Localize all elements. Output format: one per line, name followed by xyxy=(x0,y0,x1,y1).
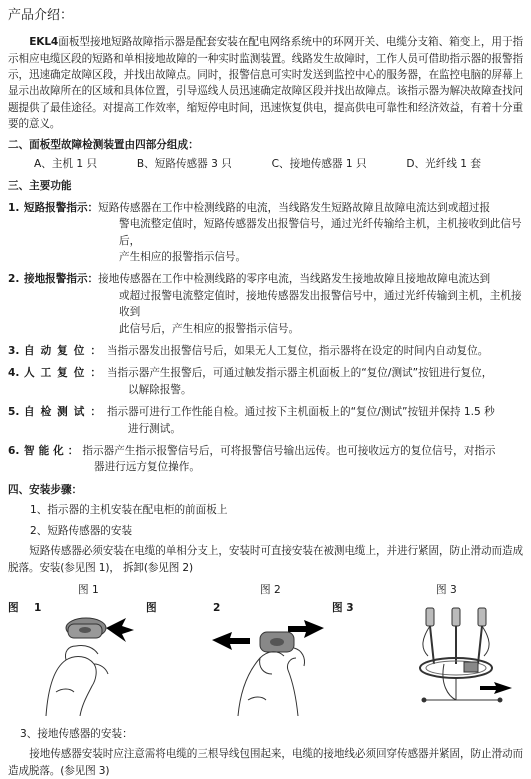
part-item: D、光纤线 1 套 xyxy=(406,157,481,170)
section2-heading: 二、面板型故障检测装置由四部分组成： xyxy=(8,138,199,151)
function-number: 1. xyxy=(8,201,20,214)
sensor-icon xyxy=(260,632,294,652)
figure-caption-1: 图 1 xyxy=(78,583,99,596)
install-step-2-text: 短路传感器必须安装在电缆的单相分支上，安装时可直接安装在被测电缆上，并进行紧固，防止滑动而造成脱落。安装(参见图 1)， 拆卸(参见图 2) xyxy=(8,545,523,574)
model-name: EKL4 xyxy=(29,36,59,49)
page-title: 产品介绍： xyxy=(8,8,74,23)
function-item-2 xyxy=(8,271,523,337)
section4-heading: 四、安装步骤： xyxy=(8,483,83,496)
function-text: 当指示器产生报警后，可通过触发指示器主机面板上的“复位/测试”按钮进行复位， xyxy=(106,367,493,380)
hand-install-icon xyxy=(46,645,108,716)
function-item-3 xyxy=(8,343,523,359)
function-number: 3. xyxy=(8,345,20,358)
figure-1-illustration xyxy=(36,608,136,716)
function-title: 人工复位： xyxy=(24,367,107,380)
function-title: 短路报警指示： xyxy=(24,201,99,214)
function-number: 4. xyxy=(8,367,20,380)
install-step-2: 2、短路传感器的安装 xyxy=(30,524,133,537)
function-title: 接地报警指示： xyxy=(24,273,99,286)
part-item: B、短路传感器 3 只 xyxy=(136,157,232,170)
function-text: 产生相应的报警指示信号。 xyxy=(119,251,247,264)
function-text: 警电流整定值时，短路传感器发出报警信号，通过光纤传输给主机，主机接收到此信号后， xyxy=(119,218,522,247)
figure-row xyxy=(8,582,523,720)
install-step-3: 3、接地传感器的安装： xyxy=(20,727,133,740)
arrow-left-icon xyxy=(212,632,250,650)
function-text: 指示器产生指示报警信号后，可将报警信号输出远传。也可接收远方的复位信号，对指示 xyxy=(82,445,496,458)
figure-label-2b: 2 xyxy=(213,601,221,614)
install-step-1: 1、指示器的主机安装在配电柜的前面板上 xyxy=(30,504,228,517)
function-text: 当指示器发出报警信号后，如果无人工复位，指示器将在设定的时间内自动复位。 xyxy=(106,345,489,358)
intro-text: 面板型接地短路故障指示器是配套安装在配电网络系统中的环网开关、电缆分支箱、箱变上，用于指示相应电缆区段的短路和单相接地故障的一种实时监测装置。线路发生故障时，工作人员可借助指示器的报警指示，迅速确定故障区段，并找出故障点。同时，报警信息可实时发送到监控中心的服务器，在监控电脑的屏幕上显示出故障所在的区域和具体位置，引导巡线人员迅速确定故障区段并找出故障点。该指示器为解决故障查找问题提供了最佳途径。对提高工作效率，缩短停电时间，迅速恢复供电，提高供电可靠性和经济效益，有着十分重要的意义。 xyxy=(8,36,523,131)
function-number: 5. xyxy=(8,406,20,419)
ground-wire-icon xyxy=(422,664,502,702)
figure-label-3: 图 3 xyxy=(332,601,354,614)
function-text: 指示器可进行工作性能自检。通过按下主机面板上的“复位/测试”按钮并保持 1.5 秒 xyxy=(106,406,495,419)
figure-3-illustration xyxy=(404,604,514,718)
cable-icon xyxy=(423,608,489,664)
function-text: 短路传感器在工作中检测线路的电流，当线路发生短路故障且故障电流达到或超过报 xyxy=(98,201,491,214)
figure-caption-3: 图 3 xyxy=(436,583,457,596)
figure-caption-2: 图 2 xyxy=(260,583,281,596)
function-number: 6. xyxy=(8,445,20,458)
function-item-4 xyxy=(8,365,523,398)
section3-heading: 三、主要功能 xyxy=(8,180,72,193)
part-item: C、接地传感器 1 只 xyxy=(271,157,367,170)
arrow-left-icon xyxy=(106,618,134,642)
install-step-3-text: 接地传感器安装时应注意需将电缆的三根导线包围起来，电缆的接地线必须回穿传感器并紧固，防止滑动而造成脱落。(参见图 3) xyxy=(8,748,523,777)
function-text: 接地传感器在工作中检测线路的零序电流，当线路发生接地故障且接地故障电流达到 xyxy=(98,273,491,286)
figure-label-1b: 1 xyxy=(34,601,42,614)
function-number: 2. xyxy=(8,273,20,286)
function-text: 以解除报警。 xyxy=(128,383,192,396)
function-item-6 xyxy=(8,443,523,476)
function-text: 或超过报警电流整定值时，接地传感器发出报警信号中，通过光纤传输到主机，主机接收到 xyxy=(119,289,522,319)
sensor-icon xyxy=(66,618,106,638)
function-text: 器进行远方复位操作。 xyxy=(94,461,200,474)
parts-list xyxy=(8,156,523,172)
figure-label-1a: 图 xyxy=(8,601,19,614)
hand-remove-icon xyxy=(238,648,305,716)
function-text: 此信号后，产生相应的报警指示信号。 xyxy=(119,322,300,335)
function-item-5 xyxy=(8,404,523,437)
intro-paragraph xyxy=(8,34,523,132)
part-item: A、主机 1 只 xyxy=(34,157,98,170)
arrow-right-icon xyxy=(480,682,512,694)
figure-label-2a: 图 xyxy=(146,601,157,614)
function-item-1 xyxy=(8,200,523,266)
function-title: 自动复位： xyxy=(24,345,107,358)
function-title: 自检测试： xyxy=(24,406,107,419)
figure-2-illustration xyxy=(208,608,328,716)
function-text: 进行测试。 xyxy=(128,422,181,435)
function-title: 智能化： xyxy=(24,445,83,458)
ground-sensor-icon xyxy=(420,658,492,678)
